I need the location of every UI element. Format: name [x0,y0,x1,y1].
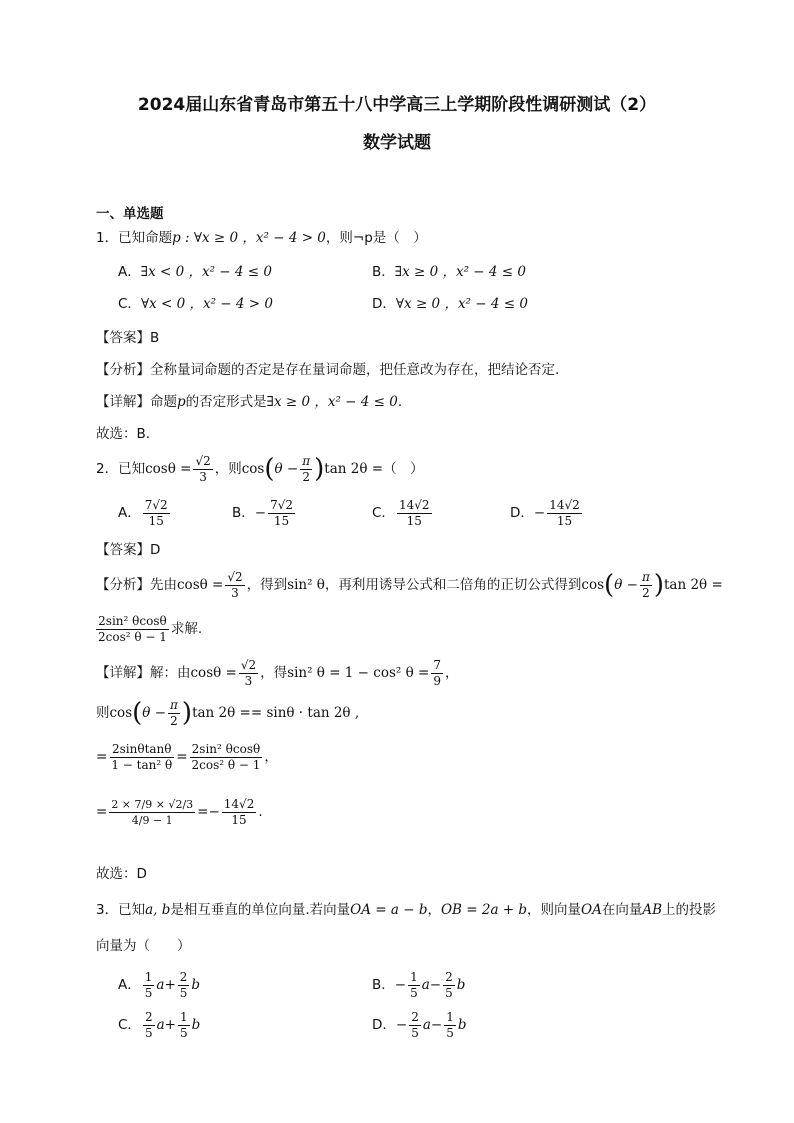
detail-text: ， [444,665,459,681]
section-heading: 一、单选题 [96,206,164,222]
stem-text: 在向量 [601,902,643,918]
fraction-numerator: 1 [144,969,153,984]
detail-text: . [397,394,403,410]
fraction [178,970,190,1001]
option-label: C． [118,296,141,312]
option-label: B． [232,505,255,521]
stem-math: cosθ = [145,461,192,477]
option-d [372,1008,467,1042]
option-label: B． [372,264,395,280]
detail-math: θ − [142,705,167,721]
fraction-numerator: 7√2 [270,497,293,512]
option-c [372,496,434,530]
fraction-denominator: 5 [410,985,418,1000]
option-b [372,968,465,1002]
fraction-denominator: 5 [411,1025,419,1040]
fraction-denominator: 15 [231,812,247,827]
fraction-numerator: π [641,569,650,584]
option-b [372,262,526,282]
fraction-numerator: 2sin² θcosθ [98,613,167,628]
question-number: 2． [96,461,119,477]
answer-1 [96,328,159,348]
option-text: ∀x < 0 ，x² − 4 > 0 [140,296,273,312]
fraction [143,970,155,1001]
analysis-math: cos [581,577,605,593]
fraction-numerator: √2 [227,569,243,584]
vector-b: b [457,1017,467,1033]
fraction [109,742,174,773]
vector-b: b [191,1017,201,1033]
answer-2 [96,540,160,560]
fraction-numerator: 14√2 [223,796,255,811]
stem-text: 上的投影 [662,902,717,918]
fraction-denominator: 2cos² θ − 1 [191,757,261,772]
vector-a: a [156,1017,165,1033]
stem-math: OA = a − b [350,902,428,918]
question-3-stem-cont: 向量为（ ） [96,938,191,954]
detail-math: p [177,394,186,410]
fraction-numerator: 2sin² θcosθ [191,741,261,756]
analysis-text: ，再利用诱导公式和二倍角的正切公式得到 [324,577,582,593]
detail-math: cosθ = [190,665,237,681]
stem-math: OB = 2a + b [440,902,528,918]
fraction-numerator: 2 [144,1009,153,1024]
analysis-label: 【分析】 [96,577,150,593]
option-sign: − [254,505,267,521]
detail-math: = sinθ · tan 2θ , [250,705,360,721]
detail-math: = [197,804,209,820]
detail-math: ∃x ≥ 0 ，x² − 4 ≤ 0 [266,394,398,410]
stem-text: ， [427,902,441,918]
option-d [510,496,584,530]
stem-text: ，则¬p是（ ） [325,230,427,246]
fraction-denominator: 5 [179,985,188,1000]
stem-math: AB [642,902,663,918]
detail-2-step3: = $\frac{2 \times 7/9 \times √2/3}{4/9 - 1}$ =− $\frac{14√2}{15}$ . [96,796,263,827]
stem-text: ，则向量 [527,902,582,918]
fraction-numerator: 7√2 [144,497,168,512]
option-label: D． [372,1017,396,1033]
stem-math: cos [241,461,265,477]
detail-math: sin² θ = 1 − cos² θ = [287,665,430,681]
fraction-numerator: 7 [433,657,441,672]
option-sign: − [395,1017,408,1033]
analysis-label: 【分析】 [96,362,150,378]
fraction-denominator: 15 [148,513,164,528]
option-label: C． [372,505,395,521]
detail-text: 解：由 [150,665,191,681]
fraction-numerator: π [170,697,178,712]
vector-a: a [156,977,165,993]
option-c [118,1008,200,1042]
option-operator: − [429,977,442,993]
option-sign: − [394,977,407,993]
option-text: ∃x ≥ 0 ，x² − 4 ≤ 0 [394,264,526,280]
option-label: A． [118,505,141,521]
proposition-p: p : ∀x ≥ 0 ，x² − 4 > 0 [172,230,326,246]
fraction-numerator: 2 [445,969,453,984]
fraction-denominator: 15 [406,513,422,528]
answer-value: D [150,542,161,558]
fraction-numerator: √2 [195,453,211,468]
detail-2-step2 [96,740,278,774]
question-2-stem: 2．已知cosθ = $\frac{√2}{3}$ ，则cos(θ − $\frac{\pi}{2}$ )tan 2θ =（ ） [96,453,424,484]
page-subtitle: 数学试题 [363,133,431,153]
option-text: ∀x ≥ 0 ，x² − 4 ≤ 0 [395,296,528,312]
option-sign: − [533,505,546,521]
detail-math: tan 2θ = [192,705,251,721]
detail-text: 的否定形式是 [185,394,267,410]
fraction-numerator: 2 × 7/9 × √2/3 [111,797,194,811]
fraction [225,570,244,601]
fraction [300,454,312,485]
fraction-denominator: 2 [642,585,650,600]
fraction-denominator: 5 [179,1025,188,1040]
fraction-denominator: 5 [445,985,453,1000]
fraction-denominator: 15 [273,513,290,528]
detail-2-step1: 则cos(θ − $\frac{\pi}{2}$ )tan 2θ == sinθ · tan 2θ , [96,697,360,728]
question-number: 3． [96,902,119,918]
stem-math: tan 2θ = [324,461,384,477]
fraction-numerator: √2 [240,657,257,672]
detail-label: 【详解】 [96,394,150,410]
fraction-denominator: 15 [556,513,573,528]
fraction-denominator: 9 [433,673,441,688]
stem-text: ，则 [214,461,242,477]
option-label: A． [118,977,141,993]
choose-label: 故选： [96,866,137,882]
option-label: C． [118,1017,141,1033]
option-label: B． [372,977,395,993]
fraction [444,1010,456,1041]
detail-math: = [176,749,188,765]
fraction-denominator: 3 [199,469,207,484]
page-title: 2024届山东省青岛市第五十八中学高三上学期阶段性调研测试（2） [137,95,657,115]
fraction-numerator: π [302,453,311,468]
detail-text: ， [264,749,278,765]
detail-text: ，得 [260,665,288,681]
vector-b: b [456,977,466,993]
option-operator: + [164,1017,176,1033]
fraction-denominator: 5 [446,1025,454,1040]
analysis-math: tan 2θ = [663,577,723,593]
detail-label: 【详解】 [96,665,150,681]
fraction-denominator: 3 [231,585,239,600]
option-operator: − [430,1017,443,1033]
analysis-math: cosθ = [177,577,224,593]
question-3-stem [96,900,716,920]
vector-a: a [422,1017,431,1033]
fraction [431,658,443,689]
analysis-2: 【分析】先由cosθ = $\frac{√2}{3}$ ，得到sin² θ，再利用诱导公式和二倍角的正切公式得到cos(θ − $\frac{\pi}{2}$ )tan 2θ = [96,569,723,600]
stem-text: （ ） [383,461,424,477]
stem-text: 是相互垂直的单位向量.若向量 [170,902,351,918]
option-d [372,294,528,314]
detail-text: 命题 [150,394,177,410]
stem-text: 已知 [118,461,146,477]
fraction-denominator: 1 − tan² θ [111,757,173,772]
option-label: D． [510,505,534,521]
detail-text: . [258,804,263,820]
option-a [118,496,172,530]
stem-math: OA [581,902,602,918]
fraction [178,1010,190,1041]
analysis-text: 全称量词命题的否定是存在量词命题，把任意改为存在，把结论否定. [150,362,560,378]
fraction [168,698,180,729]
fraction [239,658,258,689]
option-label: A． [118,264,141,280]
fraction-numerator: 1 [446,1009,454,1024]
option-b [232,496,297,530]
answer-label: 【答案】 [96,330,150,346]
fraction [268,498,295,529]
fraction-numerator: 14√2 [398,497,430,512]
choose-2 [96,864,147,884]
fraction [409,1010,421,1041]
question-1-stem [96,228,427,248]
fraction [397,498,432,529]
choose-value: B. [136,426,151,442]
vector-a: a [421,977,430,993]
choose-label: 故选： [96,426,137,442]
option-label: D． [372,296,396,312]
analysis-text: 先由 [150,577,177,593]
analysis-math: sin² θ [287,577,325,593]
detail-math: cos [109,705,133,721]
choose-value: D [136,866,147,882]
analysis-1 [96,360,559,380]
option-a [118,262,272,282]
fraction-numerator: 2 [179,969,188,984]
fraction [143,1010,155,1041]
answer-label: 【答案】 [96,542,150,558]
stem-text: 已知命题 [118,230,173,246]
fraction [193,454,212,485]
fraction-denominator: 5 [144,985,153,1000]
fraction-numerator: 2 [411,1009,419,1024]
detail-math: = [96,749,108,765]
fraction [190,742,263,773]
fraction-denominator: 2 [302,469,311,484]
analysis-math: θ − [614,577,638,593]
stem-math: θ − [274,461,299,477]
fraction-numerator: 14√2 [549,497,580,512]
fraction-denominator: 4/9 − 1 [131,813,173,827]
vector-b: b [191,977,201,993]
stem-math: a, b [145,902,171,918]
fraction [408,970,420,1001]
fraction-denominator: 3 [244,673,253,688]
fraction-denominator: 2 [170,713,178,728]
fraction [443,970,455,1001]
detail-math: = [96,804,108,820]
fraction [143,498,170,529]
analysis-2-cont [96,612,202,646]
detail-2 [96,656,458,690]
option-c [118,294,273,314]
fraction [640,570,652,601]
detail-text: 则 [96,705,110,721]
fraction [547,498,582,529]
stem-text: 已知 [118,902,146,918]
answer-value: B [150,330,160,346]
fraction [96,614,169,645]
analysis-text: 求解. [170,621,203,637]
option-text: ∃x < 0 ，x² − 4 ≤ 0 [140,264,272,280]
question-number: 1． [96,230,119,246]
option-a [118,968,200,1002]
choose-1 [96,424,150,444]
fraction-numerator: 1 [179,1009,188,1024]
fraction-denominator: 2cos² θ − 1 [98,629,167,644]
fraction-numerator: 1 [410,969,418,984]
option-operator: + [164,977,176,993]
fraction [109,797,195,828]
analysis-text: ，得到 [246,577,288,593]
fraction-numerator: 2sinθtanθ [111,741,172,756]
fraction [222,797,257,828]
fraction-denominator: 5 [144,1025,153,1040]
detail-1 [96,392,402,412]
